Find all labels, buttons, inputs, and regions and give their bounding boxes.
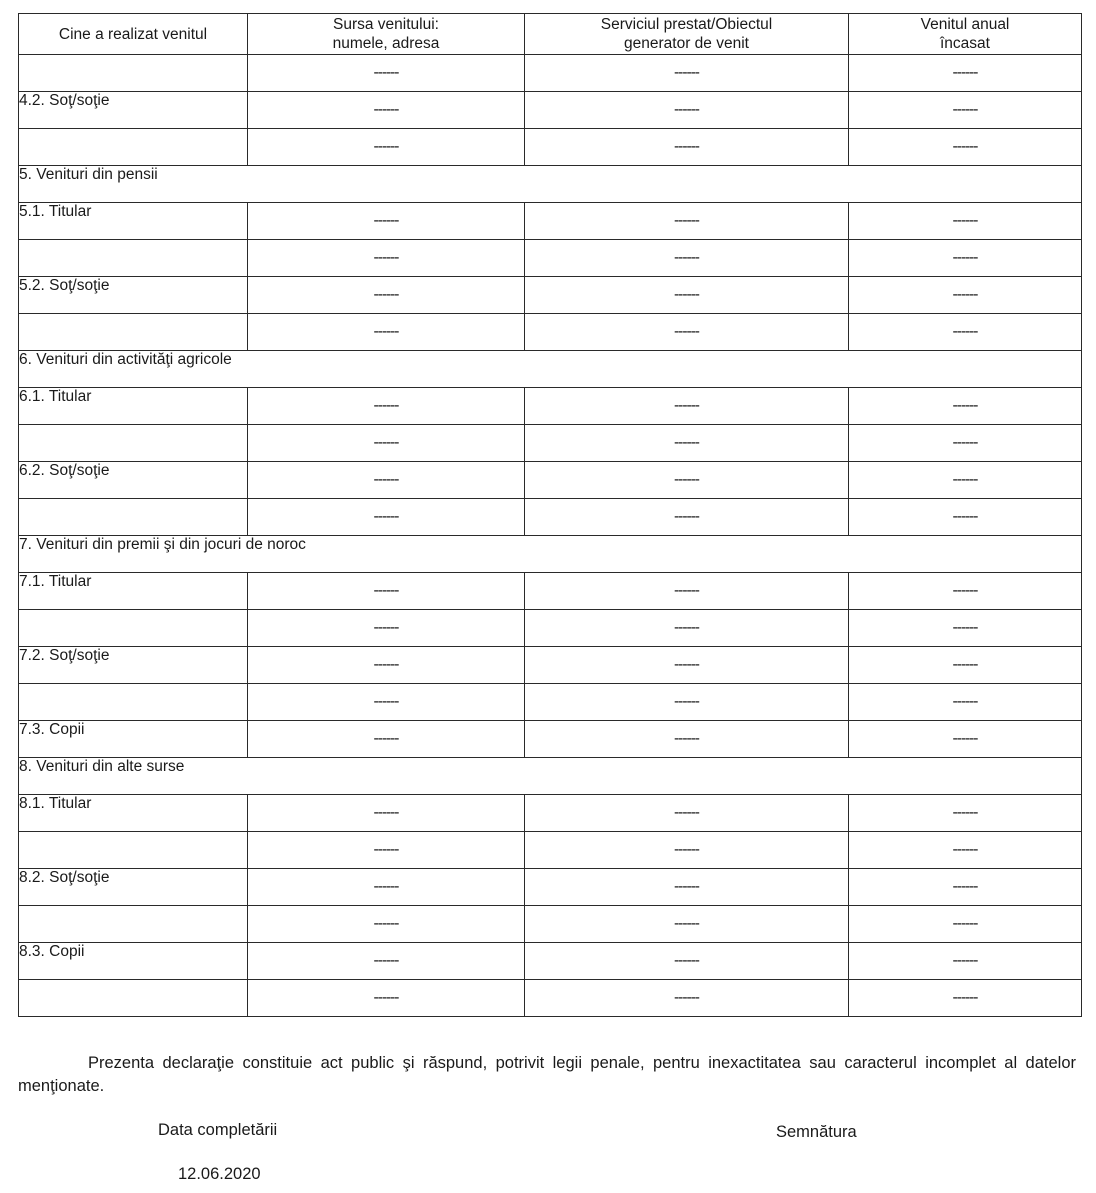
service-cell: ------ xyxy=(525,684,849,721)
income-cell: ------ xyxy=(849,462,1082,499)
section-row xyxy=(19,166,1082,203)
income-cell: ------ xyxy=(849,832,1082,869)
row-label: 7.1. Titular xyxy=(19,573,248,610)
table-row xyxy=(19,277,1082,314)
source-cell: ------ xyxy=(248,314,525,351)
income-cell: ------ xyxy=(849,943,1082,980)
income-cell: ------ xyxy=(849,684,1082,721)
service-cell: ------ xyxy=(525,832,849,869)
header-service: Serviciul prestat/Obiectul generator de venit xyxy=(525,14,849,55)
source-cell: ------ xyxy=(248,425,525,462)
row-label: 7.2. Soţ/soţie xyxy=(19,647,248,684)
table-row xyxy=(19,980,1082,1017)
service-cell: ------ xyxy=(525,388,849,425)
section-row xyxy=(19,351,1082,388)
row-label: 4.2. Soţ/soţie xyxy=(19,92,248,129)
service-cell: ------ xyxy=(525,610,849,647)
table-row xyxy=(19,203,1082,240)
income-cell: ------ xyxy=(849,647,1082,684)
income-cell: ------ xyxy=(849,610,1082,647)
declaration-statement: Prezenta declaraţie constituie act public şi răspund, potrivit legii penale, pentru inexactitatea sau caracterul incomplet al datelor menţionate. xyxy=(18,1054,1076,1095)
source-cell: ------ xyxy=(248,240,525,277)
income-cell: ------ xyxy=(849,203,1082,240)
row-label: 5.1. Titular xyxy=(19,203,248,240)
source-cell: ------ xyxy=(248,647,525,684)
income-cell: ------ xyxy=(849,388,1082,425)
row-label xyxy=(19,499,248,536)
service-cell: ------ xyxy=(525,55,849,92)
row-label xyxy=(19,314,248,351)
section-title: 5. Venituri din pensii xyxy=(19,166,1082,203)
row-label xyxy=(19,240,248,277)
service-cell: ------ xyxy=(525,943,849,980)
row-label: 7.3. Copii xyxy=(19,721,248,758)
table-row xyxy=(19,314,1082,351)
table-row xyxy=(19,795,1082,832)
income-cell: ------ xyxy=(849,240,1082,277)
row-label xyxy=(19,55,248,92)
row-label: 5.2. Soţ/soţie xyxy=(19,277,248,314)
completion-date-label: Data completării xyxy=(158,1121,278,1139)
section-row xyxy=(19,536,1082,573)
service-cell: ------ xyxy=(525,425,849,462)
service-cell: ------ xyxy=(525,647,849,684)
source-cell: ------ xyxy=(248,55,525,92)
income-cell: ------ xyxy=(849,795,1082,832)
income-cell: ------ xyxy=(849,314,1082,351)
income-cell: ------ xyxy=(849,573,1082,610)
income-cell: ------ xyxy=(849,425,1082,462)
income-cell: ------ xyxy=(849,906,1082,943)
table-row xyxy=(19,573,1082,610)
header-annual-income: Venitul anual încasat xyxy=(849,14,1082,55)
service-cell: ------ xyxy=(525,499,849,536)
row-label: 6.2. Soţ/soţie xyxy=(19,462,248,499)
source-cell: ------ xyxy=(248,499,525,536)
row-label xyxy=(19,425,248,462)
table-row xyxy=(19,869,1082,906)
service-cell: ------ xyxy=(525,795,849,832)
table-row xyxy=(19,832,1082,869)
source-cell: ------ xyxy=(248,721,525,758)
income-cell: ------ xyxy=(849,721,1082,758)
header-source: Sursa venitului: numele, adresa xyxy=(248,14,525,55)
table-row xyxy=(19,388,1082,425)
source-cell: ------ xyxy=(248,129,525,166)
income-cell: ------ xyxy=(849,499,1082,536)
service-cell: ------ xyxy=(525,462,849,499)
row-label xyxy=(19,980,248,1017)
table-row xyxy=(19,906,1082,943)
source-cell: ------ xyxy=(248,573,525,610)
service-cell: ------ xyxy=(525,906,849,943)
service-cell: ------ xyxy=(525,203,849,240)
source-cell: ------ xyxy=(248,906,525,943)
income-cell: ------ xyxy=(849,980,1082,1017)
row-label xyxy=(19,832,248,869)
row-label xyxy=(19,129,248,166)
source-cell: ------ xyxy=(248,684,525,721)
service-cell: ------ xyxy=(525,573,849,610)
table-row xyxy=(19,425,1082,462)
table-row xyxy=(19,647,1082,684)
income-table xyxy=(18,13,1082,1017)
row-label: 6.1. Titular xyxy=(19,388,248,425)
source-cell: ------ xyxy=(248,277,525,314)
table-row xyxy=(19,499,1082,536)
source-cell: ------ xyxy=(248,92,525,129)
income-cell: ------ xyxy=(849,92,1082,129)
source-cell: ------ xyxy=(248,203,525,240)
table-row xyxy=(19,92,1082,129)
service-cell: ------ xyxy=(525,721,849,758)
income-cell: ------ xyxy=(849,277,1082,314)
service-cell: ------ xyxy=(525,129,849,166)
row-label: 8.3. Copii xyxy=(19,943,248,980)
table-row xyxy=(19,610,1082,647)
table-row xyxy=(19,462,1082,499)
service-cell: ------ xyxy=(525,92,849,129)
income-cell: ------ xyxy=(849,129,1082,166)
section-title: 8. Venituri din alte surse xyxy=(19,758,1082,795)
signature-label: Semnătura xyxy=(776,1123,857,1141)
table-row xyxy=(19,943,1082,980)
table-row xyxy=(19,684,1082,721)
table-header-row xyxy=(19,14,1082,55)
service-cell: ------ xyxy=(525,240,849,277)
section-row xyxy=(19,758,1082,795)
table-row xyxy=(19,721,1082,758)
table-row xyxy=(19,240,1082,277)
income-cell: ------ xyxy=(849,869,1082,906)
source-cell: ------ xyxy=(248,943,525,980)
source-cell: ------ xyxy=(248,795,525,832)
row-label xyxy=(19,684,248,721)
row-label xyxy=(19,610,248,647)
table-row xyxy=(19,129,1082,166)
service-cell: ------ xyxy=(525,980,849,1017)
service-cell: ------ xyxy=(525,869,849,906)
section-title: 7. Venituri din premii şi din jocuri de noroc xyxy=(19,536,1082,573)
service-cell: ------ xyxy=(525,277,849,314)
source-cell: ------ xyxy=(248,869,525,906)
source-cell: ------ xyxy=(248,980,525,1017)
section-title: 6. Venituri din activităţi agricole xyxy=(19,351,1082,388)
row-label xyxy=(19,906,248,943)
source-cell: ------ xyxy=(248,832,525,869)
income-cell: ------ xyxy=(849,55,1082,92)
header-earner: Cine a realizat venitul xyxy=(19,14,248,55)
row-label: 8.2. Soţ/soţie xyxy=(19,869,248,906)
row-label: 8.1. Titular xyxy=(19,795,248,832)
table-body xyxy=(19,55,1082,1017)
service-cell: ------ xyxy=(525,314,849,351)
source-cell: ------ xyxy=(248,462,525,499)
table-row xyxy=(19,55,1082,92)
completion-date-value: 12.06.2020 xyxy=(178,1165,261,1183)
source-cell: ------ xyxy=(248,388,525,425)
source-cell: ------ xyxy=(248,610,525,647)
